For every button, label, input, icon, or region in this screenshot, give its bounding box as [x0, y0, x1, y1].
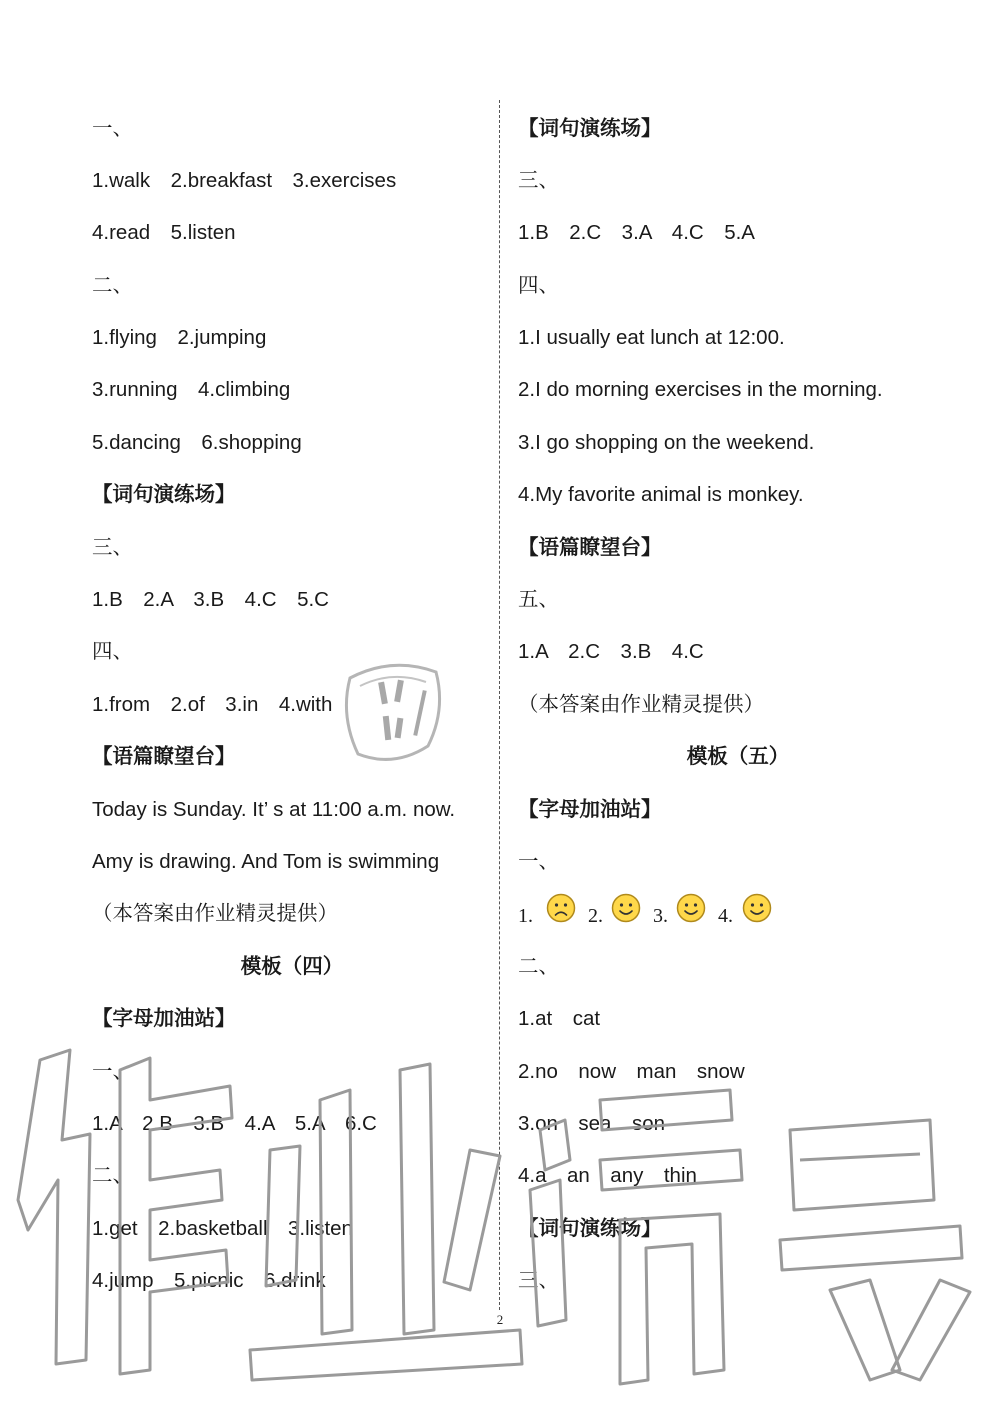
answer-line: 1.A 2.C 3.B 4.C: [518, 640, 704, 663]
section-label: 三、: [92, 536, 133, 559]
answer-line: 4.read 5.listen: [92, 221, 236, 244]
section-label: 二、: [518, 955, 559, 978]
section-label: 三、: [518, 169, 559, 192]
column-divider: [499, 100, 500, 1310]
section-label: 四、: [92, 640, 133, 663]
smiley-number: 2.: [588, 905, 603, 927]
answer-line: 3.on sea son: [518, 1112, 666, 1135]
answer-line: 1.walk 2.breakfast 3.exercises: [92, 169, 397, 192]
section-label: 一、: [92, 117, 133, 140]
answer-line: 1.at cat: [518, 1007, 601, 1030]
template-title: 模板（五）: [686, 745, 790, 768]
happy-face-icon: [611, 893, 641, 923]
answer-line: 1.from 2.of 3.in 4.with: [92, 693, 333, 716]
section-label: 三、: [518, 1269, 559, 1292]
section-heading: 【词句演练场】: [92, 483, 236, 506]
answer-line: 3.I go shopping on the weekend.: [518, 431, 815, 454]
answer-line: 1.get 2.basketball 3.listen: [92, 1217, 353, 1240]
answer-line: 4.a an any thin: [518, 1164, 697, 1187]
answer-line: 1.A 2.B 3.B 4.A 5.A 6.C: [92, 1112, 377, 1135]
answer-line: 2.no now man snow: [518, 1060, 745, 1083]
section-heading: 【语篇瞭望台】: [518, 536, 662, 559]
smiley-number: 4.: [718, 905, 733, 927]
answer-line: 4.jump 5.picnic 6.drink: [92, 1269, 326, 1292]
credit-note: （本答案由作业精灵提供）: [518, 693, 764, 716]
credit-note: （本答案由作业精灵提供）: [92, 902, 338, 925]
answer-line: 1.B 2.C 3.A 4.C 5.A: [518, 221, 755, 244]
section-label: 一、: [518, 850, 559, 873]
answer-line: 1.B 2.A 3.B 4.C 5.C: [92, 588, 329, 611]
answer-line: Amy is drawing. And Tom is swimming: [92, 850, 440, 873]
section-label: 五、: [518, 588, 559, 611]
smiley-number: 1.: [518, 905, 533, 927]
section-label: 二、: [92, 274, 133, 297]
answer-line: Today is Sunday. It’ s at 11:00 a.m. now.: [92, 798, 456, 821]
smiley-number: 3.: [653, 905, 668, 927]
section-heading: 【字母加油站】: [92, 1007, 236, 1030]
section-heading: 【词句演练场】: [518, 117, 662, 140]
answer-line: 4.My favorite animal is monkey.: [518, 483, 804, 506]
happy-face-icon: [676, 893, 706, 923]
section-label: 一、: [92, 1060, 133, 1083]
template-title: 模板（四）: [240, 955, 344, 978]
answer-line: 1.flying 2.jumping: [92, 326, 267, 349]
section-label: 四、: [518, 274, 559, 297]
happy-face-icon: [742, 893, 772, 923]
page-number: 2: [496, 1312, 504, 1327]
stamp-logo: [332, 650, 452, 770]
section-heading: 【字母加油站】: [518, 798, 662, 821]
section-label: 二、: [92, 1164, 133, 1187]
section-heading: 【语篇瞭望台】: [92, 745, 236, 768]
smiley-answers: [518, 893, 818, 933]
answer-line: 3.running 4.climbing: [92, 378, 291, 401]
sad-face-icon: [546, 893, 576, 923]
section-heading: 【词句演练场】: [518, 1217, 662, 1240]
answer-line: 2.I do morning exercises in the morning.: [518, 378, 883, 401]
answer-line: 5.dancing 6.shopping: [92, 431, 302, 454]
answer-line: 1.I usually eat lunch at 12:00.: [518, 326, 785, 349]
